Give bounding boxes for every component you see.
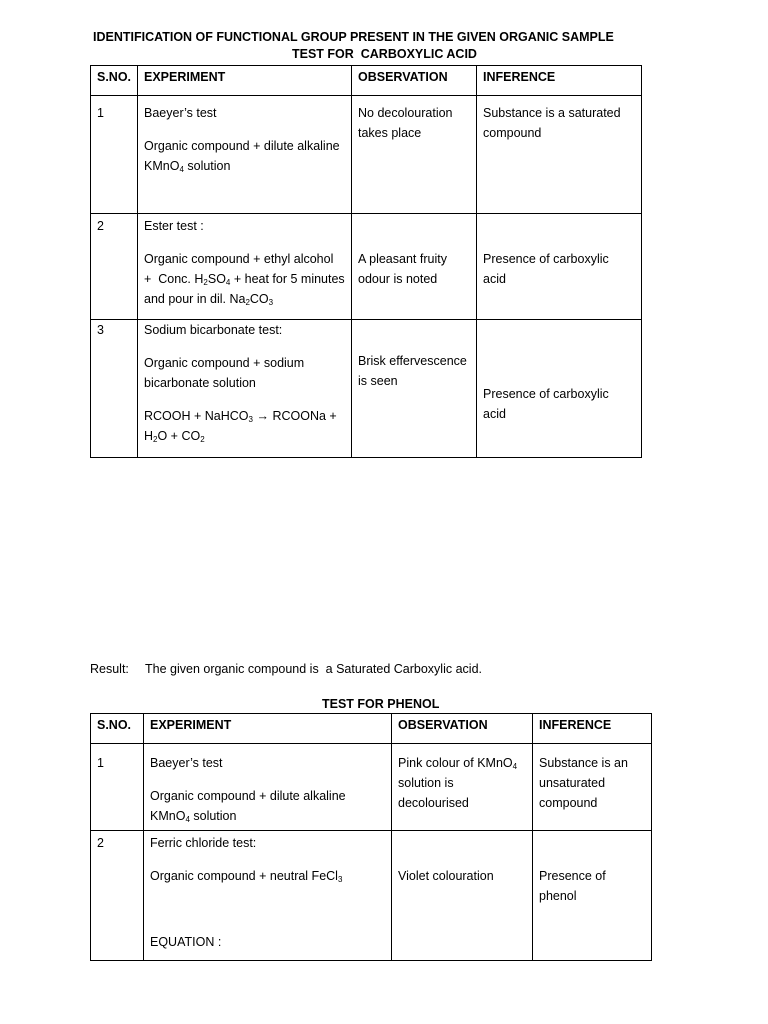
result-text: The given organic compound is a Saturated Carboxylic acid. bbox=[145, 662, 482, 676]
observation-cell: Brisk effervescence is seen bbox=[352, 320, 477, 458]
observation-cell: Violet colouration bbox=[392, 831, 533, 961]
row-sno: 1 bbox=[91, 744, 144, 831]
inference-cell: Substance is an unsaturated compound bbox=[533, 744, 652, 831]
header-sno: S.NO. bbox=[91, 714, 144, 744]
section-title-carboxylic: TEST FOR CARBOXYLIC ACID bbox=[292, 47, 477, 61]
inference-cell: Presence of carboxylic acid bbox=[477, 214, 642, 320]
result-label: Result: bbox=[90, 662, 129, 676]
row-sno: 3 bbox=[91, 320, 138, 458]
experiment-cell: Sodium bicarbonate test: Organic compound + sodium bicarbonate solution RCOOH + NaHCO$_3$ → RCOONa + $H_2O + CO_2$ bbox=[138, 320, 352, 458]
row-sno: 1 bbox=[91, 96, 138, 214]
table-row bbox=[91, 96, 642, 214]
header-observation: OBSERVATION bbox=[352, 66, 477, 96]
inference-cell: Presence of phenol bbox=[533, 831, 652, 961]
experiment-cell: Baeyer’s test Organic compound + dilute alkaline KMnO$_4$ solution bbox=[138, 96, 352, 214]
table-row bbox=[91, 744, 652, 831]
header-observation: OBSERVATION bbox=[392, 714, 533, 744]
header-inference: INFERENCE bbox=[477, 66, 642, 96]
experiment-cell: Ester test : Organic compound + ethyl alcohol + Conc. $H_2SO_4$ + heat for 5 minutes and pour in dil. $Na_2CO_3$ bbox=[138, 214, 352, 320]
equation-label: EQUATION : bbox=[150, 935, 222, 949]
section-title-phenol: TEST FOR PHENOL bbox=[322, 697, 440, 711]
phenol-table bbox=[90, 713, 652, 961]
observation-cell: Pink colour of KMnO$_4$ solution is decolourised bbox=[392, 744, 533, 831]
table-row bbox=[91, 831, 652, 961]
header-sno: S.NO. bbox=[91, 66, 138, 96]
observation-cell: A pleasant fruity odour is noted bbox=[352, 214, 477, 320]
table-header-row bbox=[91, 714, 652, 744]
observation-cell: No decolouration takes place bbox=[352, 96, 477, 214]
table-row bbox=[91, 214, 642, 320]
inference-cell: Substance is a saturated compound bbox=[477, 96, 642, 214]
table-row bbox=[91, 320, 642, 458]
experiment-cell: Ferric chloride test: Organic compound + neutral FeCl$_3$ EQUATION : bbox=[144, 831, 392, 961]
inference-cell: Presence of carboxylic acid bbox=[477, 320, 642, 458]
row-sno: 2 bbox=[91, 831, 144, 961]
header-experiment: EXPERIMENT bbox=[144, 714, 392, 744]
carboxylic-acid-table bbox=[90, 65, 642, 458]
page-title: IDENTIFICATION OF FUNCTIONAL GROUP PRESENT IN THE GIVEN ORGANIC SAMPLE bbox=[93, 30, 614, 44]
row-sno: 2 bbox=[91, 214, 138, 320]
header-inference: INFERENCE bbox=[533, 714, 652, 744]
header-experiment: EXPERIMENT bbox=[138, 66, 352, 96]
table-header-row bbox=[91, 66, 642, 96]
experiment-cell: Baeyer’s test Organic compound + dilute alkaline KMnO$_4$ solution bbox=[144, 744, 392, 831]
